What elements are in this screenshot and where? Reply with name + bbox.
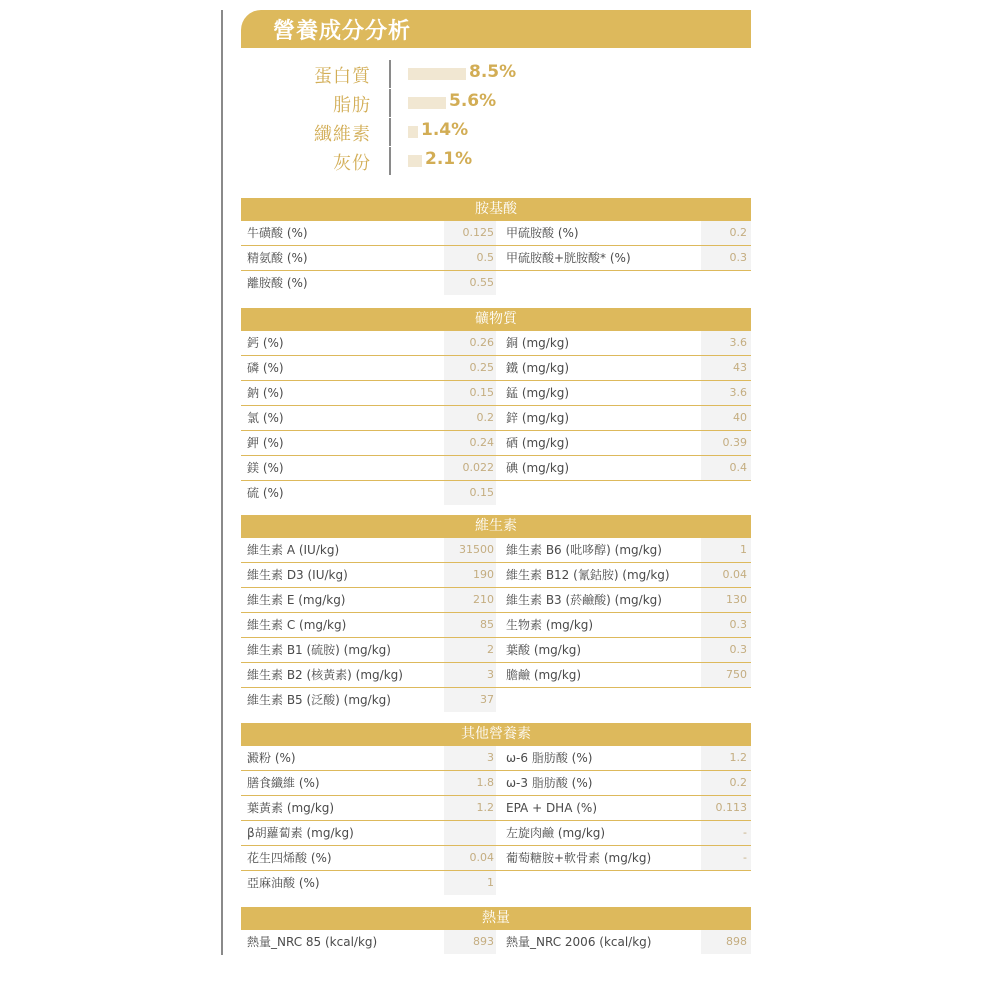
nutrient-value: 0.3 xyxy=(701,613,751,637)
summary-bar xyxy=(408,97,446,109)
nutrient-name: 葉黃素 (mg/kg) xyxy=(247,801,335,815)
nutrient-name: 錳 (mg/kg) xyxy=(506,386,570,400)
table-row xyxy=(241,588,751,613)
table-row xyxy=(241,271,751,295)
nutrient-value: 3.6 xyxy=(701,381,751,405)
nutrient-name: 左旋肉鹼 (mg/kg) xyxy=(506,826,606,840)
nutrient-value: 3 xyxy=(444,663,496,687)
nutrient-name: 甲硫胺酸+胱胺酸* (%) xyxy=(506,251,631,265)
nutrient-value: 0.2 xyxy=(701,771,751,795)
nutrient-value: 3 xyxy=(444,746,496,770)
section-header: 熱量 xyxy=(241,907,751,930)
nutrient-name: 鋅 (mg/kg) xyxy=(506,411,570,425)
nutrient-name: 牛磺酸 (%) xyxy=(247,226,308,240)
table-row xyxy=(241,930,751,954)
table-row xyxy=(241,221,751,246)
summary-bar xyxy=(408,155,422,167)
nutrient-name: EPA + DHA (%) xyxy=(506,801,597,815)
nutrient-name: 碘 (mg/kg) xyxy=(506,461,570,475)
nutrient-name: 鈉 (%) xyxy=(247,386,284,400)
nutrient-value: 0.3 xyxy=(701,638,751,662)
nutrient-value xyxy=(444,821,496,845)
nutrient-value: 2 xyxy=(444,638,496,662)
nutrient-value: 1 xyxy=(701,538,751,562)
nutrient-name: 熱量_NRC 85 (kcal/kg) xyxy=(247,935,378,949)
table-row xyxy=(241,481,751,505)
nutrient-value: 130 xyxy=(701,588,751,612)
table-row xyxy=(241,871,751,895)
nutrient-name: 鉀 (%) xyxy=(247,436,284,450)
nutrient-name: 維生素 B1 (硫胺) (mg/kg) xyxy=(247,643,391,657)
nutrient-value: 31500 xyxy=(444,538,496,562)
nutrient-name: 磷 (%) xyxy=(247,361,284,375)
nutrient-name: 熱量_NRC 2006 (kcal/kg) xyxy=(506,935,652,949)
table-row xyxy=(241,431,751,456)
summary-row xyxy=(241,89,751,117)
nutrient-name: 亞麻油酸 (%) xyxy=(247,876,320,890)
nutrient-name: 鐵 (mg/kg) xyxy=(506,361,570,375)
table-row xyxy=(241,613,751,638)
nutrient-value: 0.25 xyxy=(444,356,496,380)
left-divider-line xyxy=(221,10,223,955)
table-row xyxy=(241,246,751,271)
nutrient-value: 0.15 xyxy=(444,381,496,405)
nutrient-value: 85 xyxy=(444,613,496,637)
summary-label: 灰份 xyxy=(333,153,371,174)
nutrient-name: ω-3 脂肪酸 (%) xyxy=(506,776,593,790)
table-row xyxy=(241,821,751,846)
nutrient-value: 0.39 xyxy=(701,431,751,455)
nutrient-value: 750 xyxy=(701,663,751,687)
section-table xyxy=(241,723,751,895)
summary-value: 5.6% xyxy=(449,91,497,111)
nutrient-name: 銅 (mg/kg) xyxy=(506,336,570,350)
nutrient-value: - xyxy=(701,846,751,870)
table-row xyxy=(241,563,751,588)
nutrient-name: 離胺酸 (%) xyxy=(247,276,308,290)
table-row xyxy=(241,638,751,663)
nutrient-value: 0.5 xyxy=(444,246,496,270)
section-table xyxy=(241,907,751,954)
nutrient-name: 維生素 B12 (氰鈷胺) (mg/kg) xyxy=(506,568,670,582)
nutrient-name: 膳食纖維 (%) xyxy=(247,776,320,790)
nutrient-value: 0.3 xyxy=(701,246,751,270)
table-row xyxy=(241,356,751,381)
summary-label: 纖維素 xyxy=(314,124,371,145)
section-header: 胺基酸 xyxy=(241,198,751,221)
nutrient-value: 0.125 xyxy=(444,221,496,245)
nutrient-value: 0.2 xyxy=(701,221,751,245)
summary-value: 8.5% xyxy=(469,62,517,82)
summary-divider xyxy=(389,118,391,146)
nutrient-value: 40 xyxy=(701,406,751,430)
table-row xyxy=(241,688,751,712)
nutrient-name: 維生素 B2 (核黃素) (mg/kg) xyxy=(247,668,403,682)
table-row xyxy=(241,406,751,431)
nutrient-name: 精氨酸 (%) xyxy=(247,251,308,265)
section-header: 礦物質 xyxy=(241,308,751,331)
summary-bar xyxy=(408,126,418,138)
nutrient-name: 生物素 (mg/kg) xyxy=(506,618,594,632)
summary-row xyxy=(241,147,751,175)
nutrient-name: 維生素 B3 (菸鹼酸) (mg/kg) xyxy=(506,593,662,607)
table-row xyxy=(241,846,751,871)
summary-value: 1.4% xyxy=(421,120,469,140)
summary-divider xyxy=(389,60,391,88)
nutrient-value: 0.24 xyxy=(444,431,496,455)
section-header: 維生素 xyxy=(241,515,751,538)
table-row xyxy=(241,663,751,688)
nutrient-name: 澱粉 (%) xyxy=(247,751,296,765)
nutrient-name: 維生素 C (mg/kg) xyxy=(247,618,347,632)
nutrient-value: 3.6 xyxy=(701,331,751,355)
nutrient-name: 維生素 D3 (IU/kg) xyxy=(247,568,348,582)
nutrient-value: 1.8 xyxy=(444,771,496,795)
nutrient-name: 硒 (mg/kg) xyxy=(506,436,570,450)
nutrient-name: 維生素 A (IU/kg) xyxy=(247,543,340,557)
section-table xyxy=(241,198,751,295)
nutrient-name: 維生素 B6 (吡哆醇) (mg/kg) xyxy=(506,543,662,557)
nutrient-name: 葉酸 (mg/kg) xyxy=(506,643,582,657)
nutrient-value: 210 xyxy=(444,588,496,612)
nutrient-name: 膽鹼 (mg/kg) xyxy=(506,668,582,682)
nutrient-value: 37 xyxy=(444,688,496,712)
nutrient-value: 1.2 xyxy=(701,746,751,770)
table-row xyxy=(241,456,751,481)
summary-label: 脂肪 xyxy=(333,95,371,116)
nutrient-value: 0.022 xyxy=(444,456,496,480)
section-header: 其他營養素 xyxy=(241,723,751,746)
nutrient-value: 0.04 xyxy=(444,846,496,870)
nutrient-value: 1 xyxy=(444,871,496,895)
nutrient-summary xyxy=(241,60,751,178)
nutrient-name: 鈣 (%) xyxy=(247,336,284,350)
summary-label: 蛋白質 xyxy=(314,66,371,87)
table-row xyxy=(241,381,751,406)
table-row xyxy=(241,796,751,821)
nutrient-name: 氯 (%) xyxy=(247,411,284,425)
summary-bar xyxy=(408,68,466,80)
nutrient-name: β胡蘿蔔素 (mg/kg) xyxy=(247,826,354,840)
nutrient-name: 葡萄糖胺+軟骨素 (mg/kg) xyxy=(506,851,652,865)
nutrient-value: 898 xyxy=(701,930,751,954)
title-banner xyxy=(241,10,751,48)
nutrient-name: 甲硫胺酸 (%) xyxy=(506,226,579,240)
section-table xyxy=(241,308,751,505)
nutrient-name: 硫 (%) xyxy=(247,486,284,500)
nutrient-value: 0.04 xyxy=(701,563,751,587)
nutrient-value: 0.55 xyxy=(444,271,496,295)
nutrient-value: 0.4 xyxy=(701,456,751,480)
nutrient-value: 0.113 xyxy=(701,796,751,820)
nutrient-value: 0.26 xyxy=(444,331,496,355)
nutrient-value: - xyxy=(701,821,751,845)
summary-value: 2.1% xyxy=(425,149,473,169)
summary-divider xyxy=(389,147,391,175)
nutrient-name: 維生素 E (mg/kg) xyxy=(247,593,346,607)
page-title: 營養成分分析 xyxy=(273,19,412,44)
table-row xyxy=(241,331,751,356)
summary-row xyxy=(241,118,751,146)
nutrient-value: 893 xyxy=(444,930,496,954)
table-row xyxy=(241,538,751,563)
nutrient-name: 鎂 (%) xyxy=(247,461,284,475)
summary-divider xyxy=(389,89,391,117)
summary-row xyxy=(241,60,751,88)
nutrient-value: 1.2 xyxy=(444,796,496,820)
nutrient-value: 0.2 xyxy=(444,406,496,430)
nutrient-value: 43 xyxy=(701,356,751,380)
nutrient-value: 0.15 xyxy=(444,481,496,505)
nutrient-name: ω-6 脂肪酸 (%) xyxy=(506,751,593,765)
nutrient-value: 190 xyxy=(444,563,496,587)
table-row xyxy=(241,746,751,771)
table-row xyxy=(241,771,751,796)
section-table xyxy=(241,515,751,712)
nutrient-name: 花生四烯酸 (%) xyxy=(247,851,332,865)
nutrient-name: 維生素 B5 (泛酸) (mg/kg) xyxy=(247,693,391,707)
